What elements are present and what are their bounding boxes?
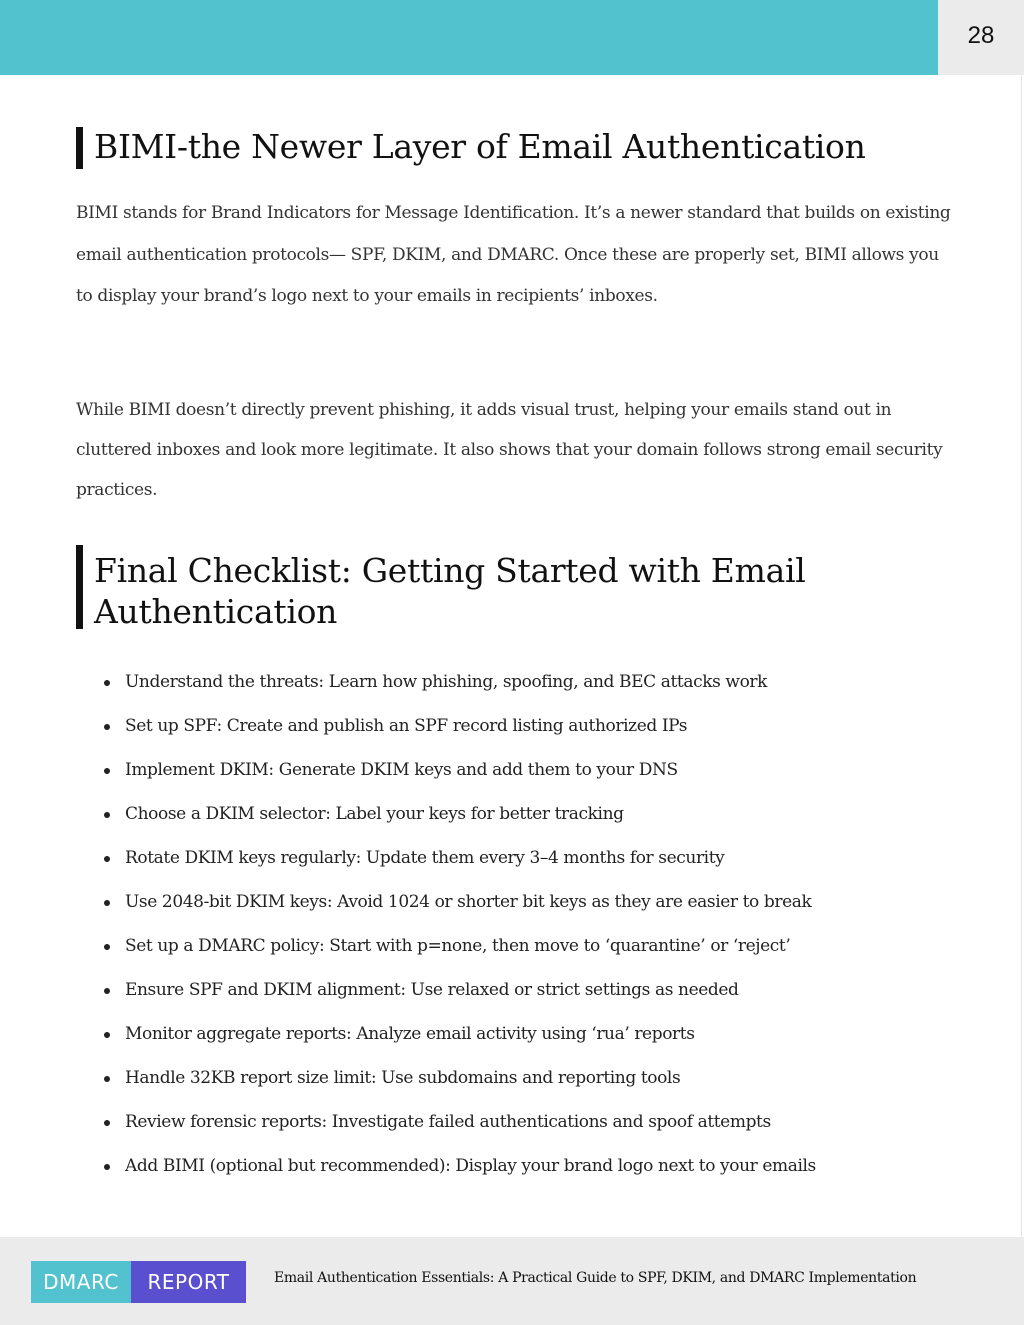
bullet-icon [104, 900, 110, 906]
bullet-icon [104, 1120, 110, 1126]
heading-accent-bar [76, 545, 83, 629]
dmarc-report-logo [31, 1261, 246, 1303]
checklist-item: Add BIMI (optional but recommended): Display your brand logo next to your emails [100, 1146, 816, 1190]
page-number: 28 [967, 22, 995, 49]
checklist-item: Choose a DKIM selector: Label your keys for better tracking [100, 794, 816, 838]
bullet-icon [104, 944, 110, 950]
heading-accent-bar [76, 127, 83, 169]
checklist-item: Set up a DMARC policy: Start with p=none, then move to ‘quarantine’ or ‘reject’ [100, 926, 816, 970]
logo-report: REPORT [131, 1261, 246, 1303]
bullet-icon [104, 1076, 110, 1082]
heading-text: Final Checklist: Getting Started with Email Authentication [94, 551, 806, 631]
footer-document-title: Email Authentication Essentials: A Practical Guide to SPF, DKIM, and DMARC Implementation [274, 1270, 917, 1286]
page-edge-divider [1021, 75, 1022, 1237]
bullet-icon [104, 768, 110, 774]
bullet-icon [104, 1164, 110, 1170]
checklist-item: Handle 32KB report size limit: Use subdomains and reporting tools [100, 1058, 816, 1102]
checklist-item: Understand the threats: Learn how phishing, spoofing, and BEC attacks work [100, 662, 816, 706]
bimi-paragraph-2: While BIMI doesn’t directly prevent phishing, it adds visual trust, helping your emails stand out in cluttered inboxes and look more legitimate. It also shows that your domain follows strong email security practices. [76, 400, 943, 500]
checklist-item: Monitor aggregate reports: Analyze email activity using ‘rua’ reports [100, 1014, 816, 1058]
page-number-box [938, 0, 1024, 75]
checklist-item: Review forensic reports: Investigate failed authentications and spoof attempts [100, 1102, 816, 1146]
bimi-paragraph-1: BIMI stands for Brand Indicators for Message Identification. It’s a newer standard that builds on existing email authentication protocols— SPF, DKIM, and DMARC. Once these are properly set, BIMI allows you to display your brand’s logo next to your emails in recipients’ inboxes. [76, 203, 951, 306]
checklist-item: Implement DKIM: Generate DKIM keys and add them to your DNS [100, 750, 816, 794]
checklist-item: Rotate DKIM keys regularly: Update them every 3–4 months for security [100, 838, 816, 882]
section-heading-bimi [76, 126, 866, 169]
logo-dmarc: DMARC [31, 1261, 131, 1303]
bullet-icon [104, 724, 110, 730]
header-band [0, 0, 938, 75]
bullet-icon [104, 1032, 110, 1038]
final-checklist [100, 662, 816, 1190]
bullet-icon [104, 856, 110, 862]
heading-text: BIMI-the Newer Layer of Email Authentication [94, 127, 866, 166]
bullet-icon [104, 988, 110, 994]
bullet-icon [104, 680, 110, 686]
checklist-item: Ensure SPF and DKIM alignment: Use relaxed or strict settings as needed [100, 970, 816, 1014]
bullet-icon [104, 812, 110, 818]
section-heading-checklist [76, 550, 854, 632]
checklist-item: Use 2048-bit DKIM keys: Avoid 1024 or shorter bit keys as they are easier to break [100, 882, 816, 926]
checklist-item: Set up SPF: Create and publish an SPF record listing authorized IPs [100, 706, 816, 750]
